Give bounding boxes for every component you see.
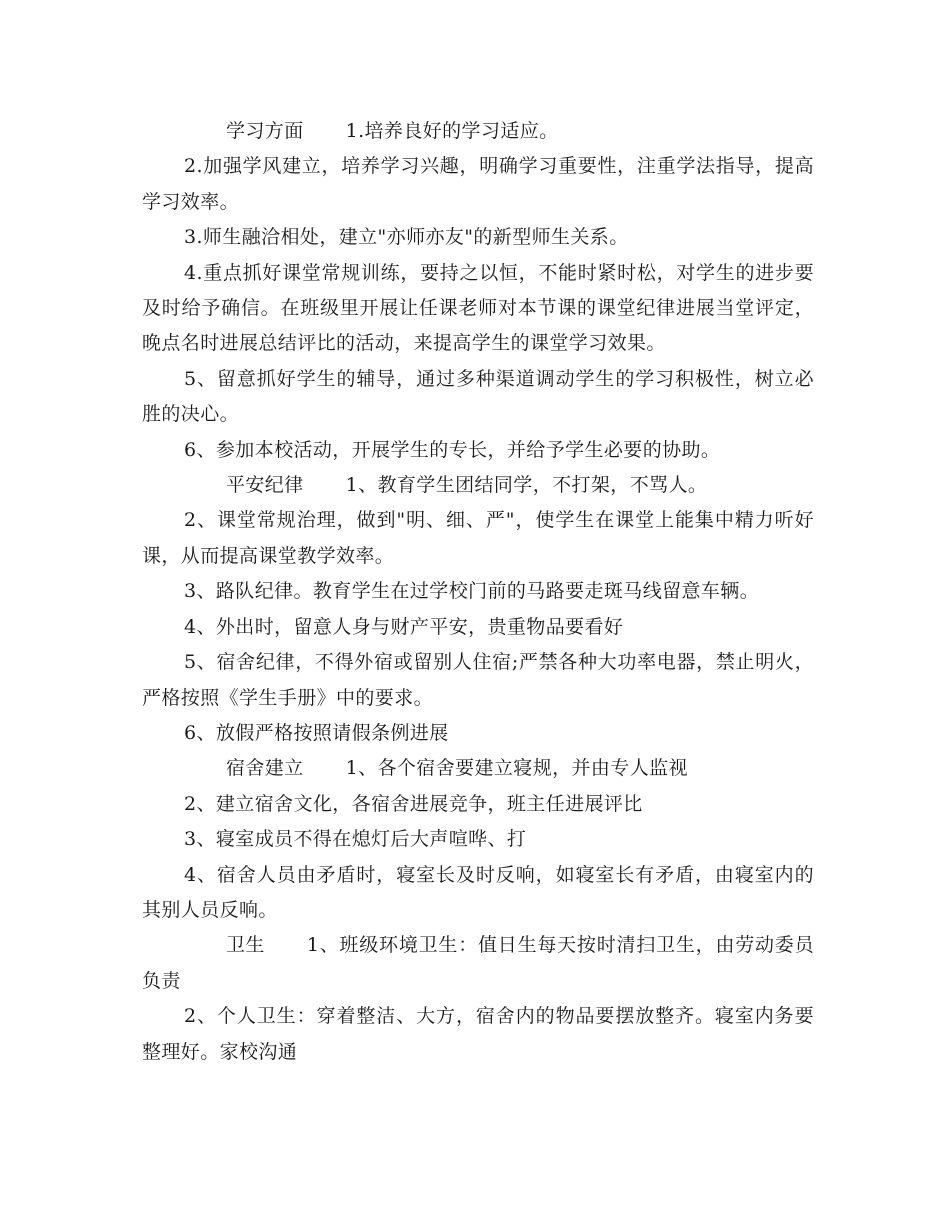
paragraph-text: 3、路队纪律。教育学生在过学校门前的马路要走斑马线留意车辆。 — [184, 580, 760, 603]
paragraph-text: 6、参加本校活动，开展学生的专长，并给予学生必要的协助。 — [184, 438, 721, 461]
paragraph-study-2 — [142, 149, 814, 220]
paragraph-text: 4.重点抓好课堂常规训练，要持之以恒，不能时紧时松，对学生的进步要及时给予确信。在班级里开展让任课老师对本节课的课堂纪律进展当堂评定，晚点名时进展总结评比的活动，来提高学生的课堂学习效果。 — [142, 261, 814, 355]
paragraph-hygiene-1 — [142, 928, 814, 999]
paragraph-safety-5 — [142, 645, 814, 716]
paragraph-text: 4、宿舍人员由矛盾时，寝室长及时反响，如寝室长有矛盾，由寝室内的其别人员反响。 — [142, 863, 814, 921]
paragraph-safety-4 — [142, 610, 814, 645]
paragraph-text: 4、外出时，留意人身与财产平安，贵重物品要看好 — [184, 615, 624, 638]
paragraph-text: 2、建立宿舍文化，各宿舍进展竞争，班主任进展评比 — [184, 792, 643, 815]
section-heading-safety: 平安纪律 — [226, 474, 304, 497]
paragraph-dorm-1 — [142, 751, 814, 786]
section-heading-hygiene: 卫生 — [226, 934, 265, 957]
paragraph-study-6 — [142, 433, 814, 468]
paragraph-text: 1、各个宿舍要建立寝规，并由专人监视 — [345, 757, 688, 780]
paragraph-text: 1、班级环境卫生：值日生每天按时清扫卫生，由劳动委员负责 — [142, 934, 814, 992]
paragraph-safety-3 — [142, 574, 814, 609]
paragraph-text: 2、课堂常规治理，做到"明、细、严"，使学生在课堂上能集中精力听好课，从而提高课堂教学效率。 — [142, 509, 814, 567]
paragraph-text: 5、宿舍纪律，不得外宿或留别人住宿;严禁各种大功率电器，禁止明火，严格按照《学生手册》中的要求。 — [142, 651, 814, 709]
paragraph-text: 2、个人卫生：穿着整洁、大方，宿舍内的物品要摆放整齐。寝室内务要整理好。家校沟通 — [142, 1005, 814, 1063]
paragraph-hygiene-2 — [142, 999, 814, 1070]
document-body — [142, 114, 814, 1070]
paragraph-dorm-3 — [142, 822, 814, 857]
paragraph-text: 3、寝室成员不得在熄灯后大声喧哗、打 — [184, 828, 527, 851]
paragraph-dorm-4 — [142, 858, 814, 929]
paragraph-safety-2 — [142, 503, 814, 574]
paragraph-dorm-2 — [142, 787, 814, 822]
paragraph-text: 5、留意抓好学生的辅导，通过多种渠道调动学生的学习积极性，树立必胜的决心。 — [142, 367, 814, 426]
paragraph-safety-1 — [142, 468, 814, 503]
paragraph-text: 3.师生融洽相处，建立"亦师亦友"的新型师生关系。 — [184, 226, 629, 249]
paragraph-text: 6、放假严格按照请假条例进展 — [184, 721, 449, 744]
paragraph-safety-6 — [142, 716, 814, 751]
paragraph-study-3 — [142, 220, 814, 255]
section-heading-study: 学习方面 — [226, 120, 304, 142]
paragraph-study-5 — [142, 362, 814, 433]
paragraph-text: 1、教育学生团结同学，不打架，不骂人。 — [345, 474, 708, 497]
paragraph-text: 2.加强学风建立，培养学习兴趣，明确学习重要性，注重学法指导，提高学习效率。 — [142, 155, 814, 213]
paragraph-text: 1.培养良好的学习适应。 — [345, 120, 559, 142]
paragraph-study-4 — [142, 256, 814, 362]
paragraph-study-1 — [142, 114, 814, 149]
section-heading-dorm: 宿舍建立 — [226, 757, 304, 780]
